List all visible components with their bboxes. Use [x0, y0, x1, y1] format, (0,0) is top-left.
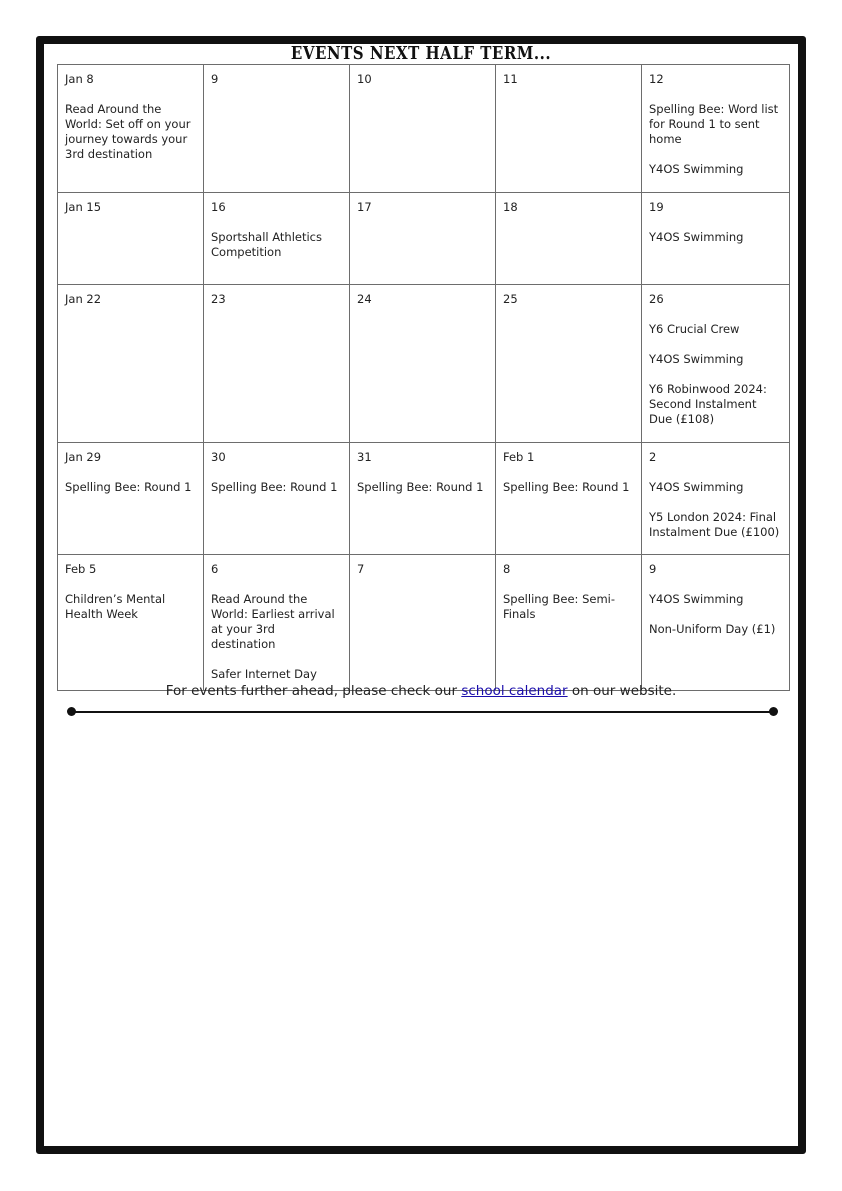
day-date: 25 — [503, 292, 518, 306]
day-date: 31 — [357, 450, 372, 464]
footer-text-before: For events further ahead, please check our — [165, 683, 462, 699]
day-date: 6 — [211, 562, 219, 576]
day-cell — [642, 555, 790, 691]
event-item: Read Around the World: Earliest arrival at your 3rd destination — [211, 592, 335, 651]
day-cell — [496, 193, 642, 285]
event-item: Safer Internet Day — [211, 667, 317, 681]
event-item: Y4OS Swimming — [649, 230, 744, 244]
day-cell — [58, 555, 204, 691]
day-cell — [204, 285, 350, 443]
event-item: Sportshall Athletics Competition — [211, 230, 322, 259]
day-cell — [58, 285, 204, 443]
week-row — [58, 443, 790, 555]
week-row — [58, 65, 790, 193]
day-cell — [204, 193, 350, 285]
day-cell — [204, 443, 350, 555]
day-date: 8 — [503, 562, 511, 576]
week-row — [58, 193, 790, 285]
event-item: Spelling Bee: Round 1 — [211, 480, 338, 494]
day-cell — [58, 193, 204, 285]
day-date: 11 — [503, 72, 518, 86]
day-cell — [496, 443, 642, 555]
event-item: Children’s Mental Health Week — [65, 592, 166, 621]
day-cell — [642, 65, 790, 193]
day-cell — [204, 555, 350, 691]
event-item: Spelling Bee: Semi-Finals — [503, 592, 615, 621]
day-cell — [350, 65, 496, 193]
week-row — [58, 285, 790, 443]
divider-end-dot — [67, 707, 76, 716]
day-date: Jan 8 — [65, 72, 94, 86]
event-item: Spelling Bee: Word list for Round 1 to sent home — [649, 102, 779, 146]
day-date: 26 — [649, 292, 664, 306]
divider-line — [72, 711, 774, 713]
day-cell — [58, 65, 204, 193]
events-calendar — [57, 64, 790, 691]
event-item: Y5 London 2024: Final Instalment Due (£100) — [649, 510, 780, 539]
day-date: Jan 22 — [65, 292, 102, 306]
day-date: 23 — [211, 292, 226, 306]
day-date: 12 — [649, 72, 664, 86]
divider-end-dot — [769, 707, 778, 716]
day-date: 19 — [649, 200, 664, 214]
day-cell — [496, 285, 642, 443]
event-item: Spelling Bee: Round 1 — [357, 480, 484, 494]
event-item: Y6 Crucial Crew — [649, 322, 740, 336]
event-item: Read Around the World: Set off on your journey towards your 3rd destination — [65, 102, 191, 161]
event-item: Spelling Bee: Round 1 — [65, 480, 192, 494]
day-date: 9 — [211, 72, 219, 86]
day-date: 24 — [357, 292, 372, 306]
day-cell — [58, 443, 204, 555]
day-cell — [204, 65, 350, 193]
day-date: Feb 1 — [503, 450, 535, 464]
day-cell — [642, 443, 790, 555]
day-cell — [350, 285, 496, 443]
day-date: 10 — [357, 72, 372, 86]
event-item: Y4OS Swimming — [649, 352, 744, 366]
day-cell — [496, 65, 642, 193]
day-date: Jan 29 — [65, 450, 102, 464]
day-cell — [350, 555, 496, 691]
day-date: 2 — [649, 450, 657, 464]
day-date: 16 — [211, 200, 226, 214]
footer-text-after: on our website. — [567, 683, 677, 699]
day-cell — [496, 555, 642, 691]
day-date: 30 — [211, 450, 226, 464]
school-calendar-link[interactable]: school calendar — [461, 683, 568, 699]
event-item: Spelling Bee: Round 1 — [503, 480, 630, 494]
day-cell — [642, 285, 790, 443]
event-item: Y6 Robinwood 2024: Second Instalment Due (£108) — [649, 382, 767, 426]
event-item: Y4OS Swimming — [649, 480, 744, 494]
day-date: Jan 15 — [65, 200, 102, 214]
day-date: 18 — [503, 200, 518, 214]
day-cell — [350, 193, 496, 285]
event-item: Y4OS Swimming — [649, 162, 744, 176]
day-cell — [642, 193, 790, 285]
week-row — [58, 555, 790, 691]
page-title: EVENTS NEXT HALF TERM... — [290, 42, 552, 64]
event-item: Non-Uniform Day (£1) — [649, 622, 776, 636]
day-date: 7 — [357, 562, 365, 576]
day-date: Feb 5 — [65, 562, 97, 576]
day-date: 17 — [357, 200, 372, 214]
event-item: Y4OS Swimming — [649, 592, 744, 606]
footer-note — [44, 683, 798, 699]
day-date: 9 — [649, 562, 657, 576]
day-cell — [350, 443, 496, 555]
